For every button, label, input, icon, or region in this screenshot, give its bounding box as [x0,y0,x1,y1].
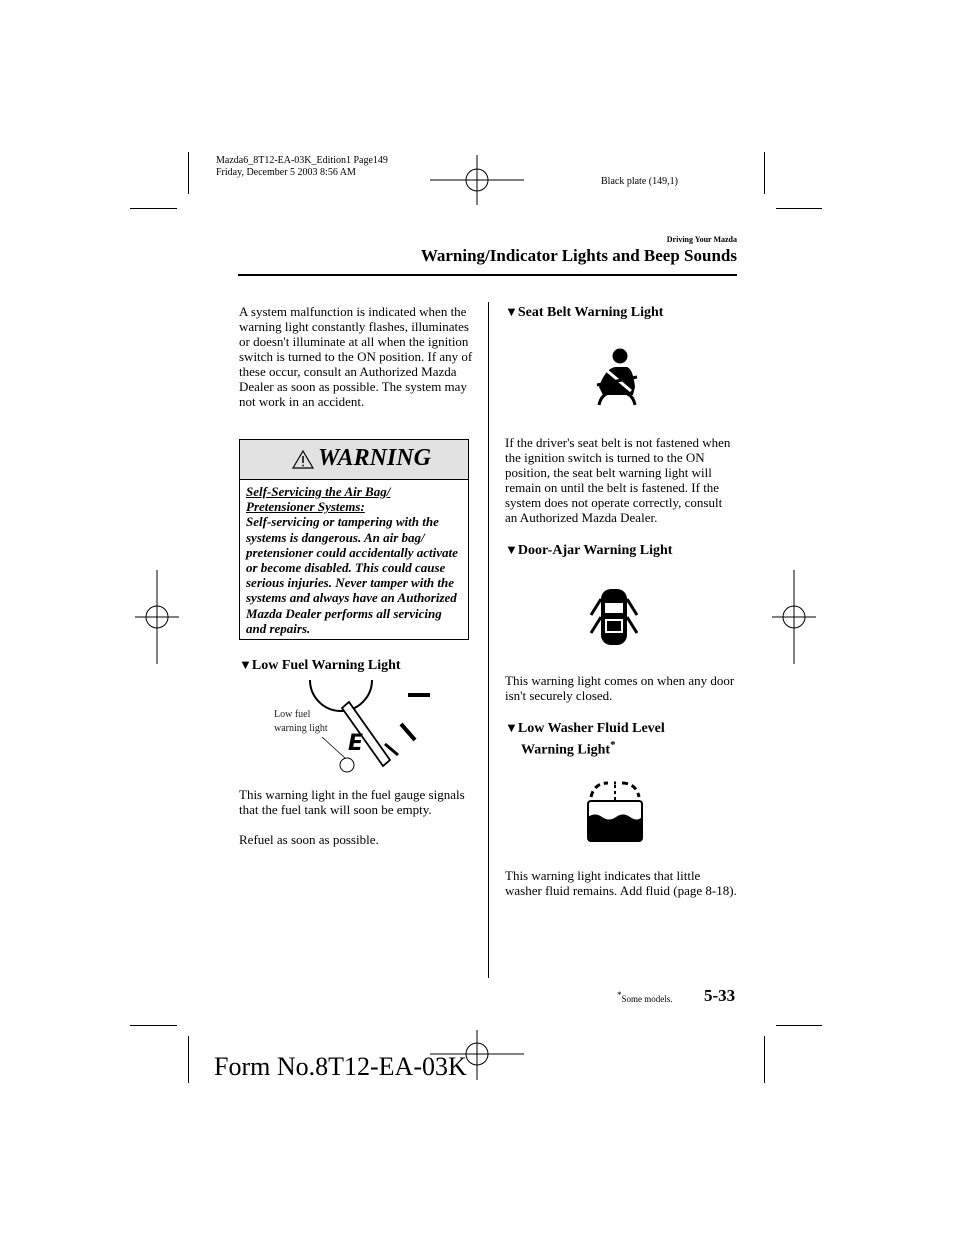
washer-fluid-icon [586,779,644,843]
warning-box-subtitle-line2: Pretensioner Systems: [246,499,365,515]
seat-belt-heading-label: Seat Belt Warning Light [517,305,664,320]
seat-belt-text: If the driver's seat belt is not fastened when the ignition switch is turned to the ON position, the seat belt warning light will remain on until the belt is fastened. If the system does not operate correctly, consult an Authorized Mazda Dealer. [505,435,731,525]
print-header-plate: Black plate (149,1) [601,176,678,187]
triangle-bullet-icon: ▼ [505,542,518,557]
running-head-chapter: Driving Your Mazda [666,235,737,244]
fuel-callout-line1: Low fuel [274,709,311,720]
fuel-callout-line2: warning light [274,723,328,734]
warning-box [239,439,469,640]
form-number: Form No.8T12-EA-03K [214,1052,467,1081]
page-title: Warning/Indicator Lights and Beep Sounds [420,246,737,265]
door-ajar-text: This warning light comes on when any door isn't securely closed. [505,673,735,703]
washer-heading-line2: Warning Light [521,742,611,758]
washer-heading-line1: Low Washer Fluid Level [517,721,665,736]
gauge-letter-e: E [348,731,364,756]
registration-target-top [430,155,524,205]
seat-belt-heading [505,304,663,321]
triangle-bullet-icon: ▼ [239,657,252,672]
page-number: 5-33 [704,986,736,1005]
intro-paragraph: A system malfunction is indicated when the warning light constantly flashes, illuminates or doesn't illuminate at all when the ignition switch is turned to the ON position. If any of these occur, consult an Authorized Mazda Dealer as soon as possible. The system may not work in an accident. [239,304,473,409]
print-header-date: Friday, December 5 2003 8:56 AM [216,167,356,178]
low-fuel-heading-label: Low Fuel Warning Light [251,658,401,673]
warning-box-title: WARNING [318,445,431,471]
registration-target-right [772,570,816,664]
low-fuel-text: This warning light in the fuel gauge signals that the fuel tank will soon be empty. [239,787,465,817]
registration-target-left [135,570,179,664]
low-fuel-heading [239,657,401,674]
warning-box-text: Self-servicing or tampering with the systems is dangerous. An air bag/ pretensioner could accidentally activate or become disabled. This could cause serious injuries. Never tamper with the systems and always have an Authorized Mazda Dealer performs all servicing and repairs. [246,514,458,636]
door-ajar-icon [588,585,640,649]
footnote-text: Some models. [621,994,673,1004]
washer-asterisk: * [610,739,616,751]
title-rule [238,274,737,276]
triangle-bullet-icon: ▼ [505,720,518,735]
warning-box-subtitle-line1: Self-Servicing the Air Bag/ [246,484,391,499]
low-fuel-text-2: Refuel as soon as possible. [239,832,379,847]
footnote [617,990,673,1004]
column-divider [488,302,489,978]
warning-box-header [240,440,468,480]
door-ajar-heading-label: Door-Ajar Warning Light [517,543,673,558]
triangle-bullet-icon: ▼ [505,304,518,319]
washer-text: This warning light indicates that little washer fluid remains. Add fluid (page 8-18). [505,868,737,898]
warning-box-body [240,480,468,636]
seat-belt-icon [591,347,643,407]
warning-triangle-icon [292,450,314,469]
door-ajar-heading [505,542,672,559]
print-header-file: Mazda6_8T12-EA-03K_Edition1 Page149 [216,155,388,166]
washer-heading [505,720,665,759]
footnote-asterisk: * [617,990,622,1000]
